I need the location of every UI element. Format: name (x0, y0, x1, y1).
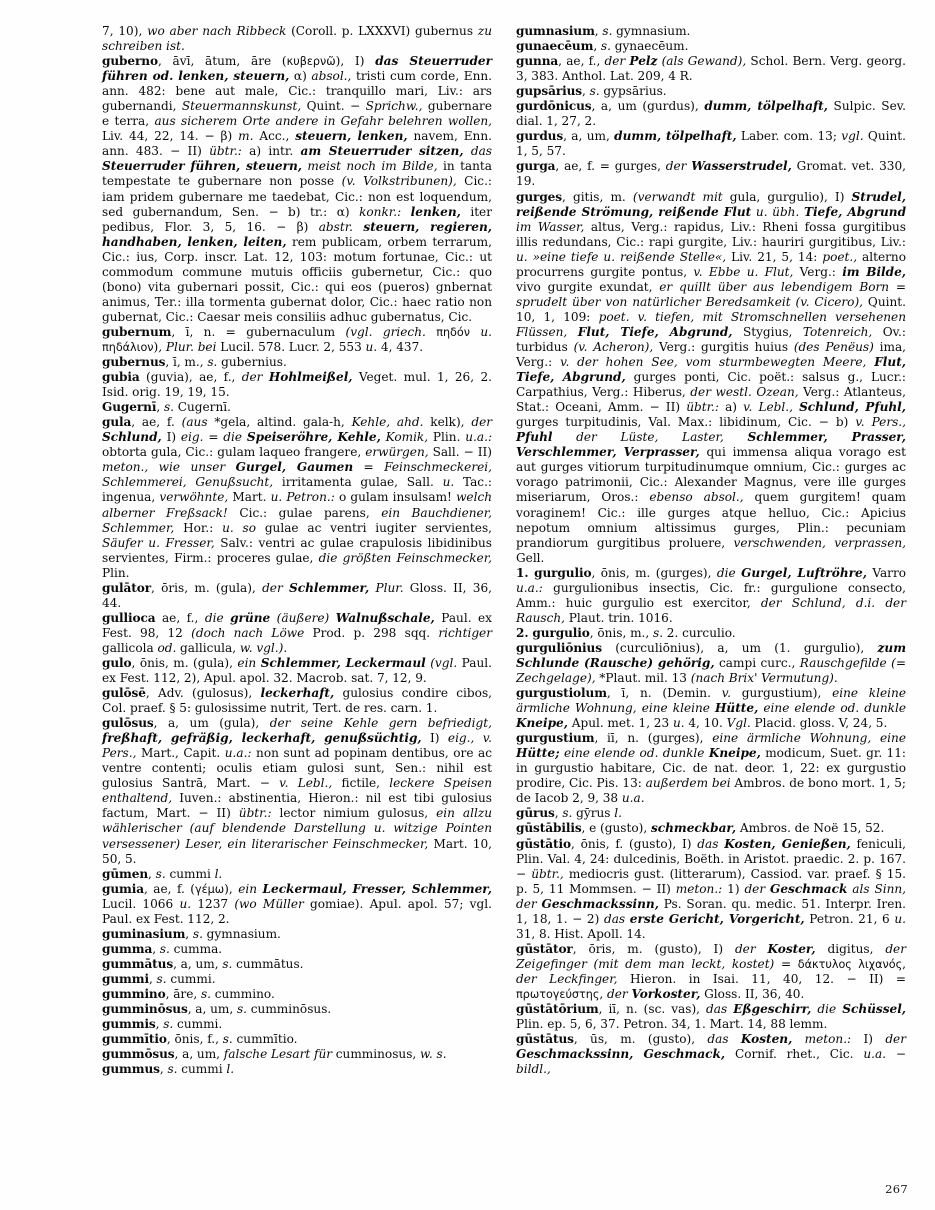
dictionary-entry: gurga, ae, f. = gurges, der Wasserstrudel, Gromat. vet. 330, 19. (516, 159, 906, 189)
dictionary-entry: gurdus, a, um, dumm, tölpelhaft, Laber. com. 13; vgl. Quint. 1, 5, 57. (516, 129, 906, 159)
dictionary-entry: gulōsus, a, um (gula), der seine Kehle gern befriedigt, freßhaft, gefräßig, leckerhaft, genußsüchtig, I) eig., v. Pers., Mart., Capit. u.a.: non sunt ad popinam dentibus, ore ac ventre contenti; oculis etiam gulosi sunt, Sen.: nihil est gulosius Santrā, Mart. − v. Lebl., fictile, leckere Speisen enthaltend, Iuven.: abstinentia, Hieron.: nil est tibi gulosius factum, Mart. − II) übtr.: lector nimium gulosus, ein allzu wählerischer (auf blendende Darstellung u. witzige Pointen versessener) Leser, ein literarischer Feinschmecker, Mart. 10, 50, 5. (102, 716, 493, 866)
dictionary-entry: gubia (guvia), ae, f., der Hohlmeißel, Veget. mul. 1, 26, 2. Isid. orig. 19, 19, 15. (102, 370, 492, 400)
dictionary-entry: gummis, s. cummi. (102, 1017, 223, 1032)
dictionary-entry: gūstātor, ōris, m. (gusto), I) der Koster, digitus, der Zeigefinger (mit dem man leckt, kostet) = δάκτυλος λιχανός, der Leckfinger, Hieron. in Isai. 11, 40, 12. − II) = πρωτογεύστης, der Vorkoster, Gloss. II, 36, 40. (516, 941, 907, 1001)
dictionary-entry: gumminōsus, a, um, s. cumminōsus. (102, 1002, 332, 1017)
dictionary-entry: gūstābilis, e (gusto), schmeckbar, Ambros. de Noë 15, 52. (516, 821, 885, 836)
dictionary-entry: gulātor, ōris, m. (gula), der Schlemmer, Plur. Gloss. II, 36, 44. (102, 580, 493, 610)
dictionary-entry: gūstātio, ōnis, f. (gusto), I) das Kosten, Genießen, feniculi, Plin. Val. 4, 24: dulcedinis, Boëth. in Aristot. praedic. 2. p. 167. − übtr., mediocris gust. (litterarum), Cassiod. var. praef. § 15. p. 5, 11 Mommsen. − II) meton.: 1) der Geschmack als Sinn, der Geschmackssinn, Ps. Soran. qu. medic. 51. Interpr. Iren. 1, 18, 1. − 2) das erste Gericht, Vorgericht, Petron. 21, 6 u. 31, 8. Hist. Apoll. 14. (516, 836, 907, 941)
dictionary-entry: gurgustiolum, ī, n. (Demin. v. gurgustium), eine kleine ärmliche Wohnung, eine kleine Hütte, eine elende od. dunkle Kneipe, Apul. met. 1, 23 u. 4, 10. Vgl. Placid. gloss. V, 24, 5. (516, 686, 906, 731)
dictionary-entry: gullioca ae, f., die grüne (äußere) Walnußschale, Paul. ex Fest. 98, 12 (doch nach Löwe Prod. p. 298 sqq. richtiger gallicola od. gallicula, w. vgl.). (102, 610, 492, 655)
dictionary-entry: gummītio, ōnis, f., s. cummītio. (102, 1032, 298, 1047)
dictionary-entry: 1. gurgulio, ōnis, m. (gurges), die Gurgel, Luftröhre, Varro u.a.: gurgulionibus insectis, Cic. fr.: gurgulione consecto, Amm.: huic gurgulio est exercitor, der Schlund, d.i. der Rausch, Plaut. trin. 1016. (516, 565, 907, 625)
dictionary-entry: gunaecēum, s. gynaecēum. (516, 39, 689, 54)
dictionary-entry: gummōsus, a, um, falsche Lesart für cumminosus, w. s. (102, 1047, 447, 1062)
dictionary-entry: gummino, āre, s. cummino. (102, 987, 275, 1001)
dictionary-entry: gumia, ae, f. (γέμω), ein Leckermaul, Fresser, Schlemmer, Lucil. 1066 u. 1237 (wo Müller gomiae). Apul. apol. 57; vgl. Paul. ex Fest. 112, 2. (102, 881, 492, 926)
dictionary-entry: guminasium, s. gymnasium. (102, 926, 281, 941)
dictionary-entry: guberno, āvī, ātum, āre (κυβερνῶ), I) das Steuerruder führen od. lenken, steuern, α) absol., tristi cum corde, Enn. ann. 482: bene aut male, Cic.: tranquillo mari, Liv.: ars gubernandi, Steuermannskunst, Quint. − Sprichw., gubernare e terra, aus sicherem Orte andere in Gefahr belehren wollen, Liv. 44, 22, 14. − β) m. Acc., steuern, lenken, navem, Enn. ann. 483. − II) übtr.: a) intr. am Steuerruder sitzen, das Steuerruder führen, steuern, meist noch im Bilde, in tanta tempestate te gubernare non posse (v. Volkstribunen), Cic.: iam pridem gubernare me taedebat, Cic.: non est loquendum, sed gubernandum, Sen. − b) tr.: α) konkr.: lenken, iter pedibus, Flor. 3, 5, 16. − β) abstr. steuern, regieren, handhaben, lenken, leiten, rem publicam, orbem terrarum, Cic.: ius, Corp. inscr. Lat. 12, 103: motum fortunae, Cic.: ut commodum commune mutuis officiis gubernetur, Cic.: quo (bono) vita gubernari possit, Cic.: qui eos (pueros) gnbernat animus, Ter.: illa tormenta gubernat dolor, Cic.: haec ratio non gubernat, Cic.: Caesar meis consiliis adhuc gubernatus, Cic. (102, 54, 493, 324)
dictionary-entry: gulo, ōnis, m. (gula), ein Schlemmer, Leckermaul (vgl. Paul. ex Fest. 112, 2), Apul. apol. 32. Macrob. sat. 7, 12, 9. (102, 655, 492, 686)
dictionary-entry: 2. gurgulio, ōnis, m., s. 2. curculio. (516, 625, 736, 640)
dictionary-entry: gummātus, a, um, s. cummātus. (102, 956, 304, 971)
dictionary-entry: gūrus, s. gȳrus l. (516, 806, 622, 821)
dictionary-entry: gūstātōrium, iī, n. (sc. vas), das Eßgeschirr, die Schüssel, Plin. ep. 5, 6, 37. Petron. 34, 1. Mart. 14, 88 lemm. (516, 1002, 907, 1032)
dictionary-entry: gubernum, ī, n. = gubernaculum (vgl. griech. πηδόν u. πηδάλιον), Plur. bei Lucil. 578. Lucr. 2, 553 u. 4, 437. (102, 324, 493, 354)
dictionary-entry: gumnasium, s. gymnasium. (516, 24, 691, 38)
dictionary-entry: gurguliōnius (curculiōnius), a, um (1. gurgulio), zum Schlunde (Rausche) gehörig, campi curc., Rauschgefilde (= Zechgelage), *Plaut. mil. 13 (nach Brix' Vermutung). (516, 640, 906, 686)
dictionary-entry: gula, ae, f. (aus *gela, altind. gala-h, Kehle, ahd. kelk), der Schlund, I) eig. = die Speiseröhre, Kehle, Komik, Plin. u.a.: obtorta gula, Cic.: gulam laqueo frangere, erwürgen, Sall. − II) meton., wie unser Gurgel, Gaumen = Feinschmeckerei, Schlemmerei, Genußsucht, irritamenta gulae, Sall. u. Tac.: ingenua, verwöhnte, Mart. u. Petron.: o gulam insulsam! welch alberner Freßsack! Cic.: gulae parens, ein Bauchdiener, Schlemmer, Hor.: u. so gulae ac ventri iugiter servientes, Säufer u. Fresser, Salv.: ventri ac gulae crapulosis libidinibus servientes, Firm.: proceres gulae, die größten Feinschmecker, Plin. (102, 415, 493, 580)
dictionary-entry: gulōsē, Adv. (gulosus), leckerhaft, gulosius condire cibos, Col. praef. § 5: gulosissime nutrit, Tert. de res. carn. 1. (102, 686, 492, 716)
dictionary-entry: gurdōnicus, a, um (gurdus), dumm, tölpelhaft, Sulpic. Sev. dial. 1, 27, 2. (516, 99, 906, 129)
page-number: 267 (885, 1182, 908, 1196)
page-columns (102, 24, 907, 1174)
left-column (102, 24, 492, 1174)
dictionary-entry: gubernus, ī, m., s. gubernius. (102, 355, 287, 370)
dictionary-entry: gūstātus, ūs, m. (gusto), das Kosten, meton.: I) der Geschmackssinn, Geschmack, Cornif. rhet., Cic. u.a. − bildl., (516, 1032, 906, 1077)
right-column (516, 24, 906, 1174)
dictionary-entry: gūmen, s. cummi l. (102, 866, 223, 881)
dictionary-entry: Gugernī, s. Cugernī. (102, 400, 231, 415)
dictionary-entry: gurgustium, iī, n. (gurges), eine ärmliche Wohnung, eine Hütte; eine elende od. dunkle Kneipe, modicum, Suet. gr. 11: in gurgustio habitare, Cic. de nat. deor. 1, 22: ex gurgustio prodire, Cic. Pis. 13: außerdem bei Ambros. de bono mort. 1, 5; de Iacob 2, 9, 38 u.a. (516, 731, 907, 806)
dictionary-entry: gurges, gitis, m. (verwandt mit gula, gurgulio), I) Strudel, reißende Strömung, reißende Flut u. übh. Tiefe, Abgrund im Wasser, altus, Verg.: rapidus, Liv.: Rheni fossa gurgitibus illis redundans, Cic.: rapi gurgite, Liv.: hauriri gurgitibus, Liv.: u. »eine tiefe u. reißende Stelle«, Liv. 21, 5, 14: poet., alterno procurrens gurgite pontus, v. Ebbe u. Flut, Verg.: im Bilde, vivo gurgite exundat, er quillt über aus lebendigem Born = sprudelt über von natürlicher Beredsamkeit (v. Cicero), Quint. 10, 1, 109: poet. v. tiefen, mit Stromschnellen versehenen Flüssen, Flut, Tiefe, Abgrund, Stygius, Totenreich, Ov.: turbidus (v. Acheron), Verg.: gurgitis huius (des Penëus) ima, Verg.: v. der hohen See, vom sturmbewegten Meere, Flut, Tiefe, Abgrund, gurges ponti, Cic. poët.: salsus g., Lucr.: Carpathius, Verg.: Hiberus, der westl. Ozean, Verg.: Atlanteus, Stat.: Oceani, Amm. − II) übtr.: a) v. Lebl., Schlund, Pfuhl, gurges turpitudinis, Val. Max.: libidinum, Cic. − b) v. Pers., Pfuhl der Lüste, Laster, Schlemmer, Prasser, Verschlemmer, Verprasser, qui immensa aliqua vorago est aut gurges vitiorum turpitudinumque omnium, Cic.: gurges ac vorago patrimonii, Cic.: Alexander Magnus, vere ille gurges miseriarum, Oros.: ebenso absol., quem gurgitem! quam voraginem! Cic.: ille gurges atque helluo, Cic.: Apicius nepotum omnium altissimus gurges, Plin.: pecuniam prandiorum gurgitibus proluere, verschwenden, verprassen, Gell. (516, 189, 907, 565)
entry-continuation: 7, 10), wo aber nach Ribbeck (Coroll. p. LXXXVI) gubernus zu schreiben ist. (102, 24, 492, 54)
dictionary-entry: gummi, s. cummi. (102, 971, 216, 986)
dictionary-entry: gunna, ae, f., der Pelz (als Gewand), Schol. Bern. Verg. georg. 3, 383. Anthol. Lat. 209, 4 R. (516, 54, 906, 84)
dictionary-entry: gupsārius, s. gypsārius. (516, 84, 667, 99)
dictionary-entry: gumma, s. cumma. (102, 941, 223, 956)
dictionary-entry: gummus, s. cummi l. (102, 1062, 235, 1077)
